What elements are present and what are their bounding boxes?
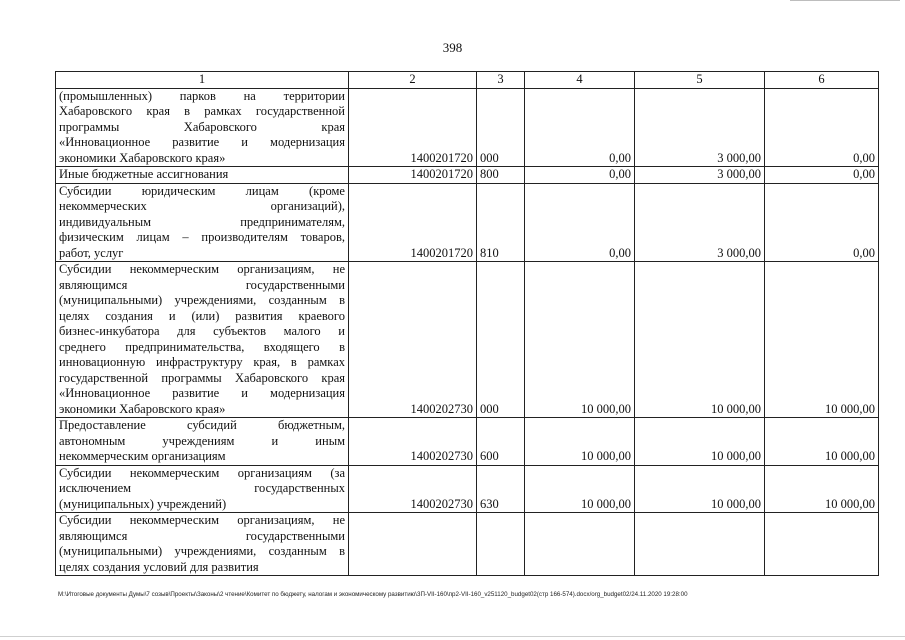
row-name-cell — [56, 183, 349, 262]
header-col-4: 4 — [525, 72, 635, 89]
row-name-line: некоммерческих организаций), — [59, 199, 345, 213]
row-name-line: работ, услуг — [59, 245, 124, 260]
row-type-cell: 000 — [477, 262, 525, 418]
header-col-3: 3 — [477, 72, 525, 89]
row-value-6-cell: 10 000,00 — [765, 262, 879, 418]
row-type-cell: 600 — [477, 418, 525, 466]
row-name-line: Иные бюджетные ассигнования — [59, 167, 229, 181]
row-type-cell: 000 — [477, 88, 525, 167]
table-row — [56, 418, 879, 466]
row-value-4-cell — [525, 513, 635, 576]
row-code-cell: 1400202730 — [349, 262, 477, 418]
row-value-5-cell: 10 000,00 — [635, 418, 765, 466]
row-name-cell — [56, 418, 349, 466]
budget-table — [55, 71, 879, 576]
row-name-line: (муниципальных) учреждений) — [59, 496, 227, 511]
table-row — [56, 513, 879, 576]
table-row — [56, 88, 879, 167]
header-col-6: 6 — [765, 72, 879, 89]
row-name-line: являющимся государственными — [59, 528, 345, 543]
row-value-4-cell: 0,00 — [525, 88, 635, 167]
table-header-row — [56, 72, 879, 89]
header-col-1: 1 — [56, 72, 349, 89]
row-name-line: экономики Хабаровского края» — [59, 401, 226, 416]
row-type-cell: 630 — [477, 465, 525, 513]
row-value-4-cell: 10 000,00 — [525, 418, 635, 466]
row-name-line: некоммерческим организациям — [59, 449, 226, 463]
page-number: 398 — [442, 40, 463, 55]
row-code-cell: 1400202730 — [349, 465, 477, 513]
row-name-line: физическим лицам – производителям товаров, — [59, 230, 345, 244]
row-name-line: Предоставление субсидий бюджетным, — [59, 418, 345, 432]
row-value-5-cell: 3 000,00 — [635, 167, 765, 184]
row-value-5-cell: 3 000,00 — [635, 183, 765, 262]
row-name-line: целях создания и (или) развития краевого — [59, 308, 345, 323]
row-name-line: являющимся государственными — [59, 277, 345, 292]
row-name-line: инновационную инфраструктуру края, в рамках — [59, 355, 345, 369]
row-value-4-cell: 10 000,00 — [525, 262, 635, 418]
row-name-line: (муниципальными) учреждениями, созданным в — [59, 293, 345, 307]
bottom-rule — [0, 636, 905, 637]
row-name-line: (промышленных) парков на территории — [59, 88, 345, 103]
table-row — [56, 262, 879, 418]
table-row — [56, 465, 879, 513]
row-name-line: индивидуальным предпринимателям, — [59, 214, 345, 229]
row-name-cell — [56, 513, 349, 576]
row-name-line: Хабаровского края в рамках государственной — [59, 104, 345, 118]
row-value-6-cell: 0,00 — [765, 183, 879, 262]
row-code-cell — [349, 513, 477, 576]
row-value-4-cell: 10 000,00 — [525, 465, 635, 513]
row-name-line: программы Хабаровского края — [59, 119, 345, 134]
row-name-cell — [56, 88, 349, 167]
row-value-6-cell: 10 000,00 — [765, 465, 879, 513]
row-name-cell — [56, 465, 349, 513]
row-name-line: целях создания условий для развития — [59, 559, 259, 574]
row-name-line: Субсидии некоммерческим организациям, не — [59, 262, 345, 276]
table-row — [56, 167, 879, 184]
row-name-line: среднего предпринимательства, входящего в — [59, 339, 345, 354]
row-type-cell: 810 — [477, 183, 525, 262]
row-type-cell: 800 — [477, 167, 525, 184]
row-value-6-cell: 0,00 — [765, 88, 879, 167]
row-value-5-cell — [635, 513, 765, 576]
row-name-line: автономным учреждениям и иным — [59, 433, 345, 448]
row-name-line: «Инновационное развитие и модернизация — [59, 135, 345, 149]
row-code-cell: 1400201720 — [349, 88, 477, 167]
row-value-6-cell: 0,00 — [765, 167, 879, 184]
row-value-4-cell: 0,00 — [525, 167, 635, 184]
header-col-5: 5 — [635, 72, 765, 89]
row-name-line: Субсидии юридическим лицам (кроме — [59, 183, 345, 198]
top-rule — [790, 0, 900, 1]
row-code-cell: 1400201720 — [349, 167, 477, 184]
row-name-line: Субсидии некоммерческим организациям (за — [59, 465, 345, 480]
row-name-cell — [56, 167, 349, 184]
row-name-line: государственной программы Хабаровского края — [59, 370, 345, 385]
row-name-line: бизнес-инкубатора для субъектов малого и — [59, 324, 345, 338]
row-code-cell: 1400201720 — [349, 183, 477, 262]
row-name-line: экономики Хабаровского края» — [59, 150, 226, 165]
row-value-6-cell — [765, 513, 879, 576]
row-code-cell: 1400202730 — [349, 418, 477, 466]
file-path-footer: M:\Итоговые документы Думы\7 созыв\Проекты\Законы\2 чтение\Комитет по бюджету, налогам и экономическому развитию\3П-VII-160\пр2-VII-160_v251120_budget02(стр 166-574).docx/org_budget02/24.11.2020 19:28:00 — [58, 591, 688, 598]
row-name-line: (муниципальными) учреждениями, созданным в — [59, 544, 345, 558]
row-value-6-cell: 10 000,00 — [765, 418, 879, 466]
row-name-line: «Инновационное развитие и модернизация — [59, 386, 345, 400]
row-value-5-cell: 10 000,00 — [635, 465, 765, 513]
table-row — [56, 183, 879, 262]
table-body — [56, 72, 879, 576]
header-col-2: 2 — [349, 72, 477, 89]
row-name-line: исключением государственных — [59, 481, 345, 495]
row-type-cell — [477, 513, 525, 576]
row-value-5-cell: 3 000,00 — [635, 88, 765, 167]
row-value-5-cell: 10 000,00 — [635, 262, 765, 418]
row-name-cell — [56, 262, 349, 418]
row-value-4-cell: 0,00 — [525, 183, 635, 262]
row-name-line: Субсидии некоммерческим организациям, не — [59, 513, 345, 527]
